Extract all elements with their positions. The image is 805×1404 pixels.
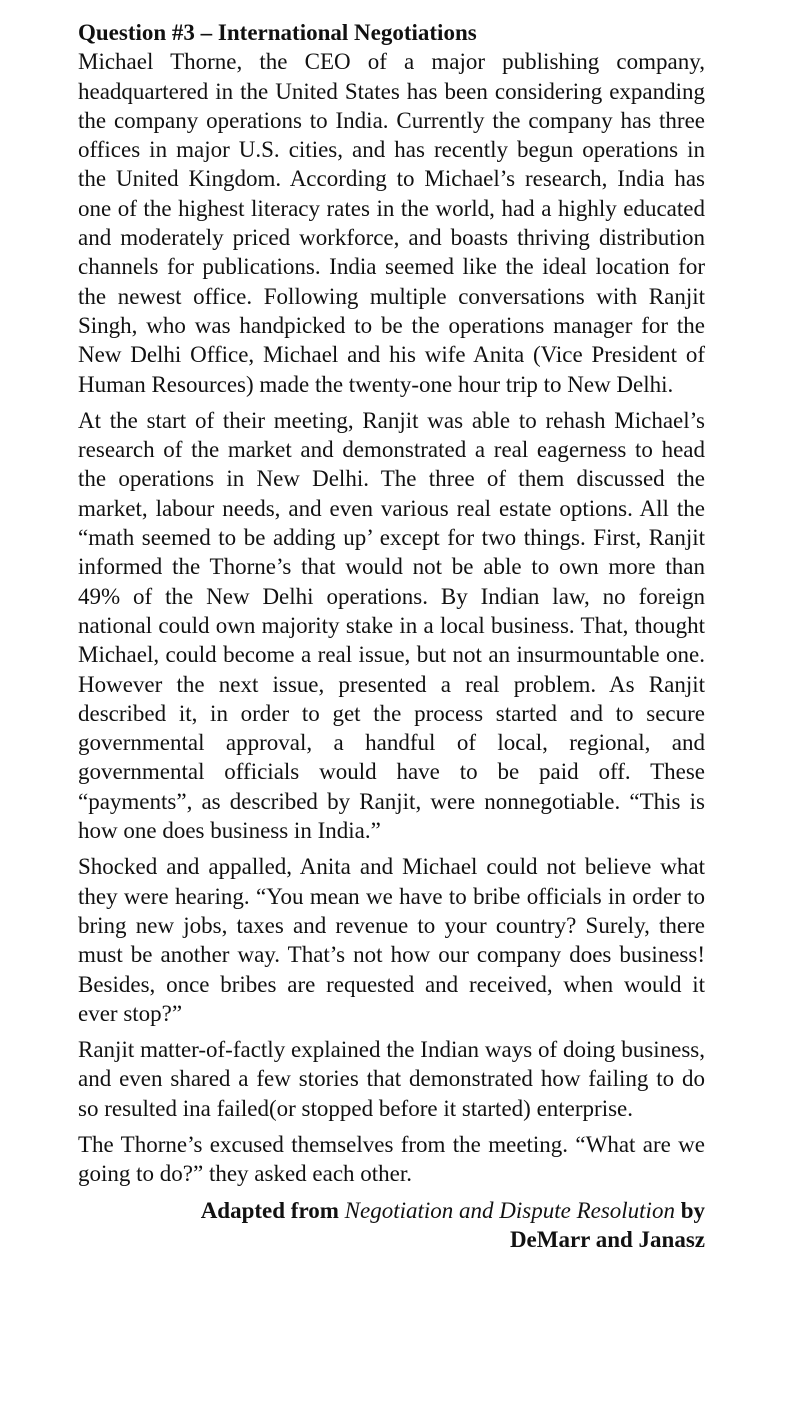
source-book-title: Negotiation and Dispute Resolution <box>344 1197 675 1223</box>
paragraph-5: The Thorne’s excused themselves from the meeting. “What are we going to do?” they asked each other. <box>78 1131 705 1187</box>
paragraph-2: At the start of their meeting, Ranjit was able to rehash Michael’s research of the market and demonstrated a real eagerness to head the operations in New Delhi. The three of them discussed the market, labour needs, and even various real estate options. All the “math seemed to be adding up’ except for two things. First, Ranjit informed the Thorne’s that would not be able to own more than 49% of the New Delhi operations. By Indian law, no foreign national could own majority stake in a local business. That, thought Michael, could become a real issue, but not an insurmountable one. However the next issue, presented a real problem. As Ranjit described it, in order to get the process started and to secure governmental approval, a handful of local, regional, and governmental officials would have to be paid off. These “payments”, as described by Ranjit, were nonnegotiable. “This is how one does business in India.” <box>78 407 705 844</box>
paragraph-3: Shocked and appalled, Anita and Michael could not believe what they were hearing. “You mean we have to bribe officials in order to bring new jobs, taxes and revenue to your country? Surely, there must be another way. That’s not how our company does business! Besides, once bribes are requested and received, when would it ever stop?” <box>78 854 705 1026</box>
source-prefix: Adapted from <box>200 1197 339 1223</box>
source-by: by <box>680 1197 705 1223</box>
source-authors: DeMarr and Janasz <box>509 1226 705 1252</box>
question-title: Question #3 – International Negotiations <box>78 20 477 45</box>
paragraph-4: Ranjit matter-of-factly explained the Indian ways of doing business, and even shared a few stories that demonstrated how failing to do so resulted ina failed(or stopped before it started) enterprise. <box>78 1037 705 1121</box>
document-page <box>78 18 705 1254</box>
paragraph-1: Michael Thorne, the CEO of a major publishing company, headquartered in the United States has been considering expanding the company operations to India. Currently the company has three offices in major U.S. cities, and has recently begun operations in the United Kingdom. According to Michael’s research, India has one of the highest literacy rates in the world, had a highly educated and moderately priced workforce, and boasts thriving distribution channels for publications. India seemed like the ideal location for the newest office. Following multiple conversations with Ranjit Singh, who was handpicked to be the operations manager for the New Delhi Office, Michael and his wife Anita (Vice President of Human Resources) made the twenty-one hour trip to New Delhi. <box>78 49 705 397</box>
source-attribution <box>78 1196 705 1255</box>
